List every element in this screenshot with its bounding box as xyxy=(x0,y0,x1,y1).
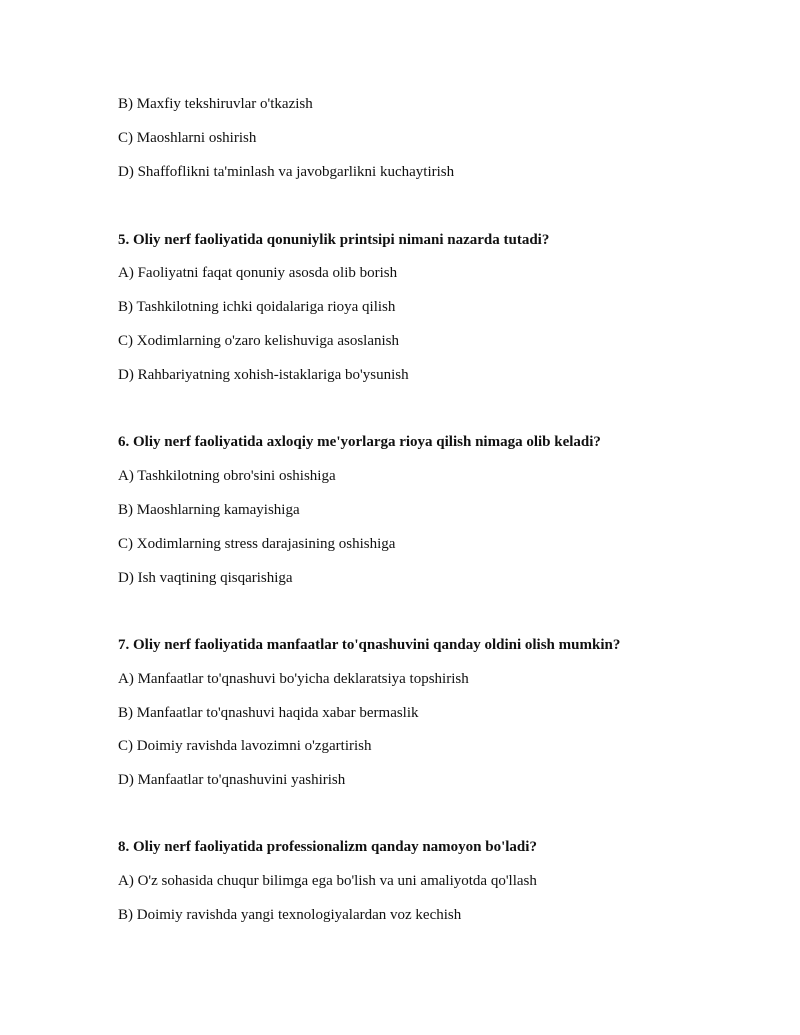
option-6a: A) Tashkilotning obro'sini oshishiga xyxy=(118,468,336,484)
option-4d: D) Shaffoflikni ta'minlash va javobgarlikni kuchaytirish xyxy=(118,164,455,180)
option-7c: C) Doimiy ravishda lavozimni o'zgartirish xyxy=(118,738,372,754)
option-4c: C) Maoshlarni oshirish xyxy=(118,130,257,146)
option-5b: B) Tashkilotning ichki qoidalariga rioya qilish xyxy=(118,299,396,315)
option-5d: D) Rahbariyatning xohish-istaklariga bo'ysunish xyxy=(118,367,409,383)
question-5-title: 5. Oliy nerf faoliyatida qonuniylik printsipi nimani nazarda tutadi? xyxy=(118,232,550,248)
option-6d: D) Ish vaqtining qisqarishiga xyxy=(118,570,293,586)
option-7a: A) Manfaatlar to'qnashuvi bo'yicha deklaratsiya topshirish xyxy=(118,671,469,687)
option-5c: C) Xodimlarning o'zaro kelishuviga asoslanish xyxy=(118,333,399,349)
option-6c: C) Xodimlarning stress darajasining oshishiga xyxy=(118,536,396,552)
option-5a: A) Faoliyatni faqat qonuniy asosda olib borish xyxy=(118,265,398,281)
option-7b: B) Manfaatlar to'qnashuvi haqida xabar bermaslik xyxy=(118,705,419,721)
option-8b: B) Doimiy ravishda yangi texnologiyalardan voz kechish xyxy=(118,907,462,923)
question-6-title: 6. Oliy nerf faoliyatida axloqiy me'yorlarga rioya qilish nimaga olib keladi? xyxy=(118,434,601,450)
option-6b: B) Maoshlarning kamayishiga xyxy=(118,502,300,518)
option-7d: D) Manfaatlar to'qnashuvini yashirish xyxy=(118,772,346,788)
option-8a: A) O'z sohasida chuqur bilimga ega bo'lish va uni amaliyotda qo'llash xyxy=(118,873,537,889)
option-4b: B) Maxfiy tekshiruvlar o'tkazish xyxy=(118,96,313,112)
question-8-title: 8. Oliy nerf faoliyatida professionalizm qanday namoyon bo'ladi? xyxy=(118,839,537,855)
question-7-title: 7. Oliy nerf faoliyatida manfaatlar to'qnashuvini qanday oldini olish mumkin? xyxy=(118,637,621,653)
